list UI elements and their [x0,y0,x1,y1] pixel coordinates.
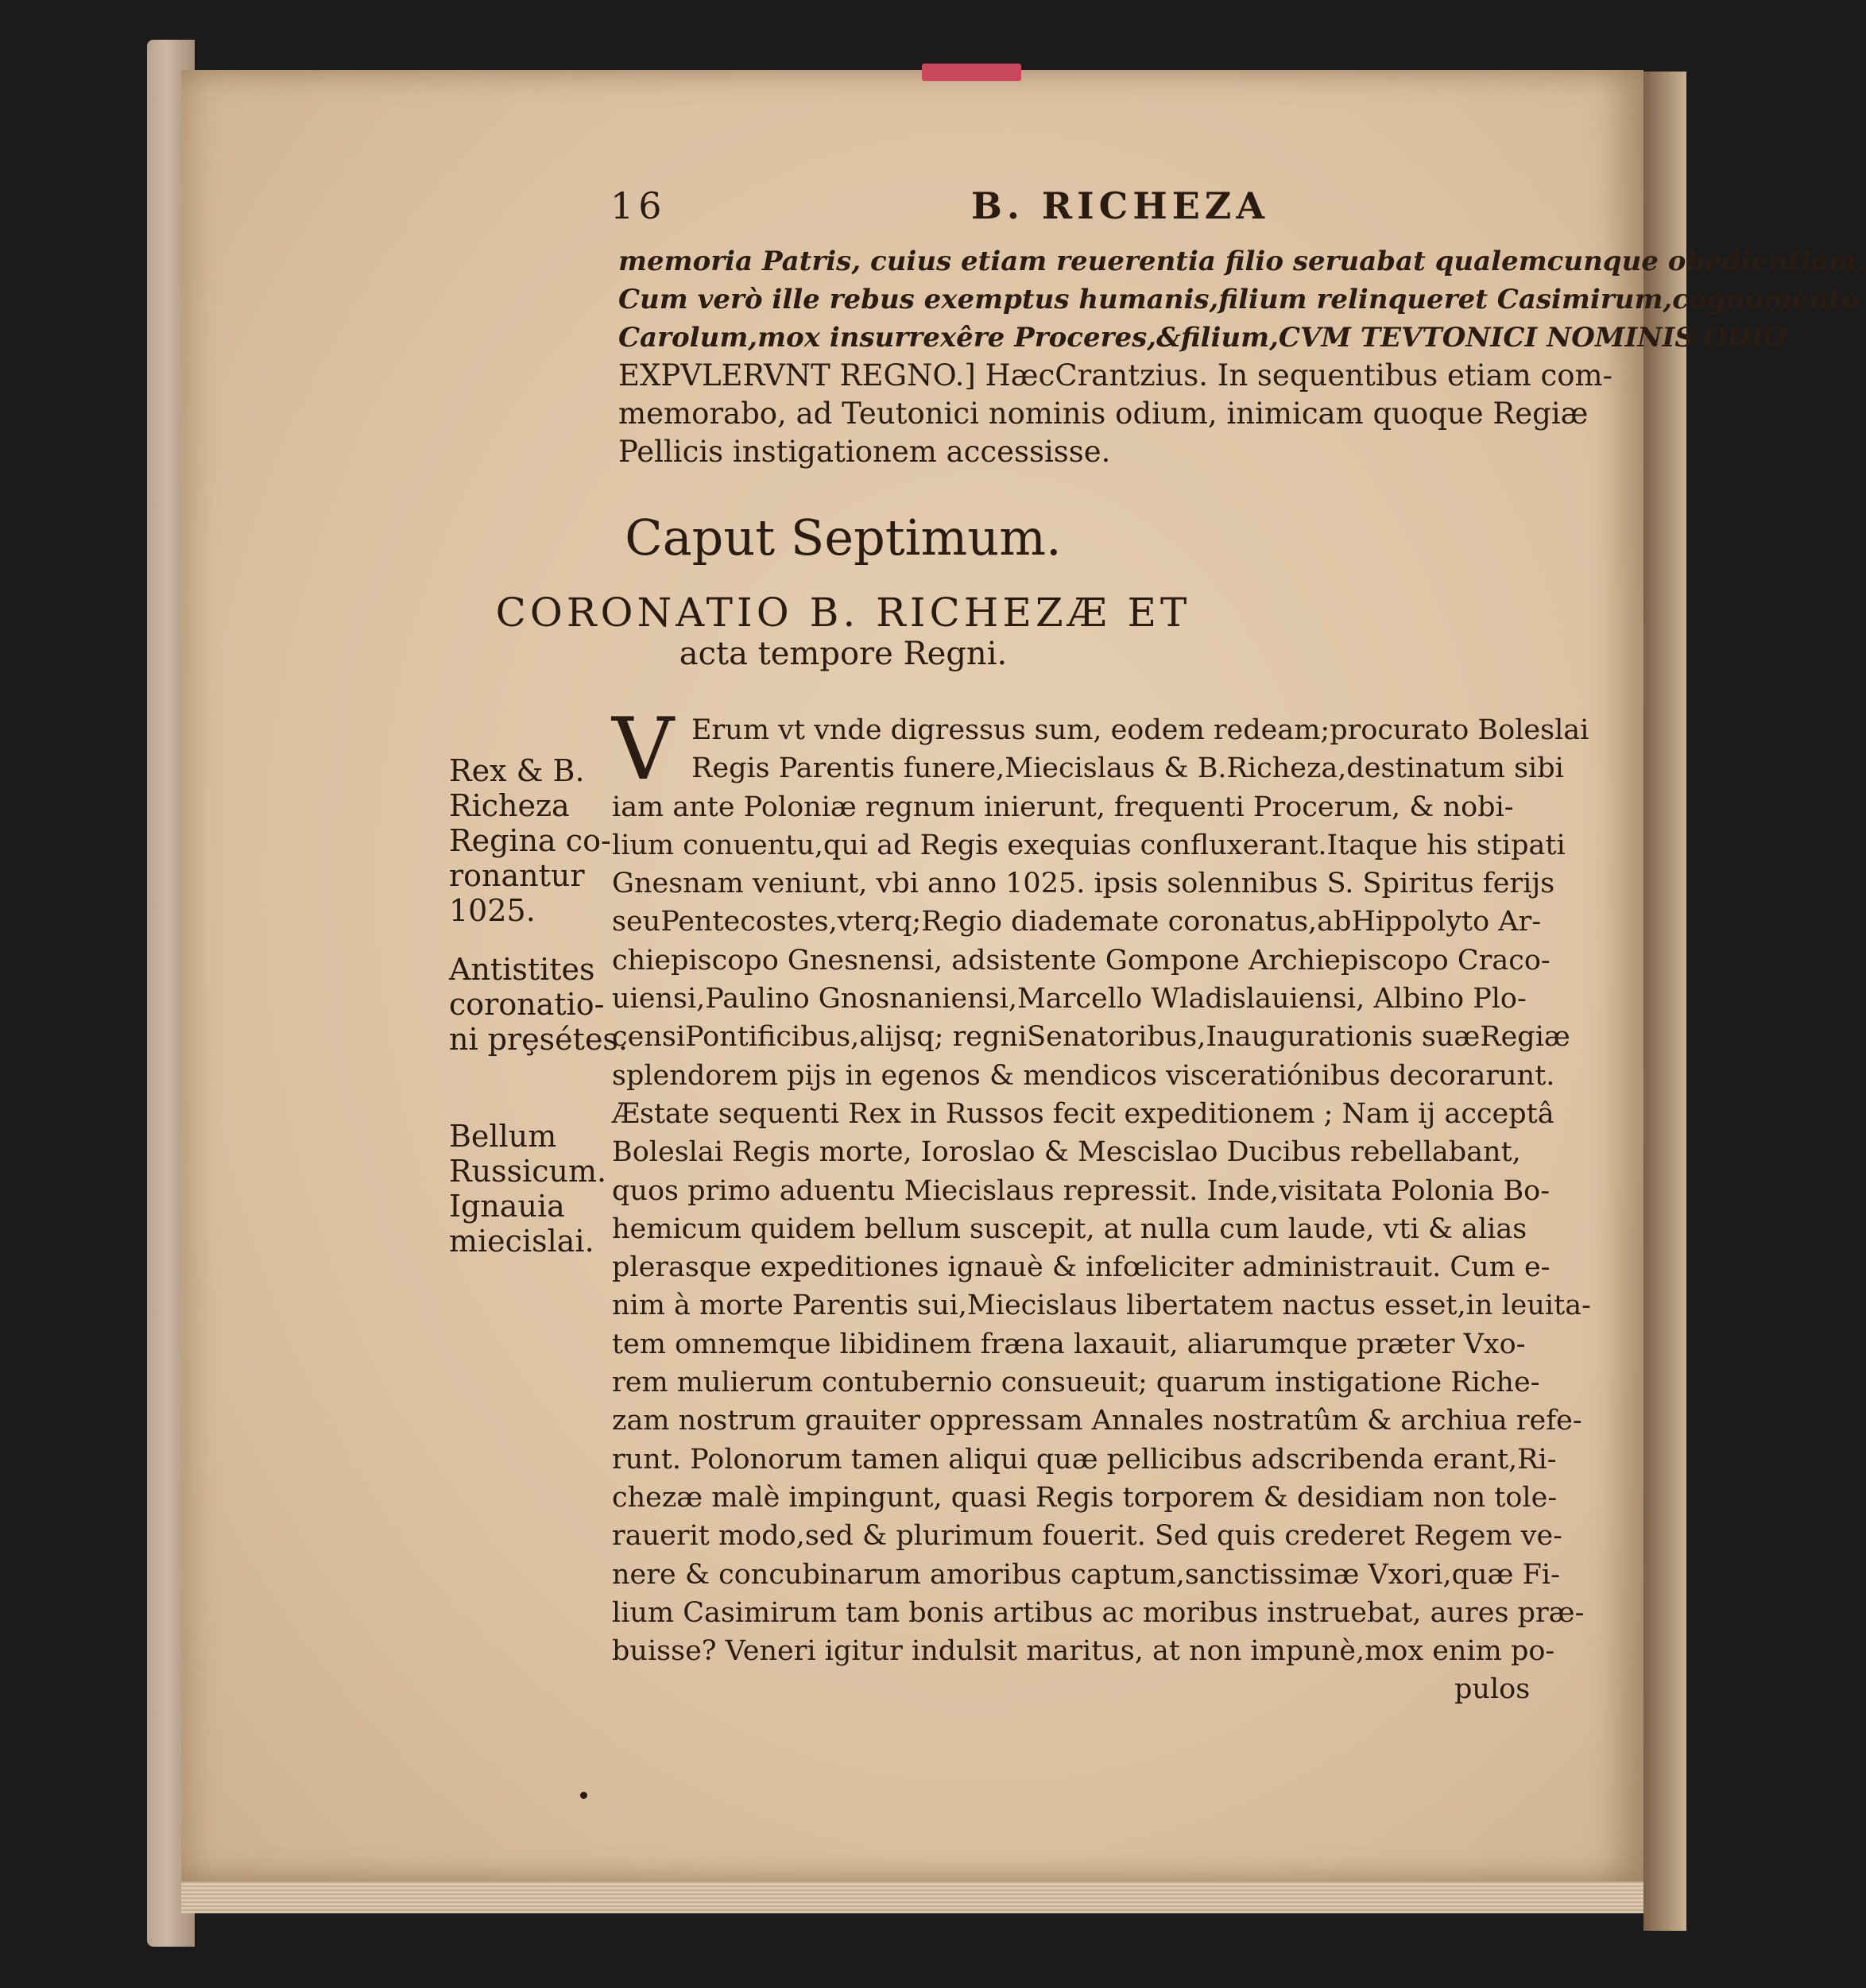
text-line: chiepiscopo Gnesnensi, adsistente Gompone Archiepiscopo Craco- [612,944,1550,977]
text-line: tem omnemque libidinem fræna laxauit, aliarumque præter Vxo- [612,1328,1526,1360]
margin-note-bellum [449,1119,606,1259]
chapter-subtitle: CORONATIO B. RICHEZÆ ET [495,590,1191,636]
text-line: Boleslai Regis morte, Ioroslao & Mescislao Ducibus rebellabant, [612,1136,1521,1169]
text-line: nim à morte Parentis sui,Miecislaus libertatem nactus esset,in leuita- [612,1290,1591,1322]
text-line: rauerit modo,sed & plurimum fouerit. Sed quis crederet Regem ve- [612,1520,1562,1553]
text-line: hemicum quidem bellum suscepit, at nulla cum laude, vti & alias [612,1213,1527,1245]
margin-line: ronantur [449,858,585,893]
text-line: splendorem pijs in egenos & mendicos visceratiónibus decorarunt. [612,1059,1555,1092]
margin-note-coronation [449,753,611,928]
text-line: Erum vt vnde digressus sum, eodem redeam;procurato Boleslai [691,714,1589,746]
margin-line: Antistites [449,952,595,987]
margin-line: Richeza [449,788,570,823]
margin-line: Bellum [449,1119,557,1154]
margin-line: ni prȩsétes. [449,1022,629,1057]
ink-dot [580,1792,587,1799]
margin-line: miecislai. [449,1224,594,1259]
margin-line: coronatio- [449,987,605,1022]
text-line: nere & concubinarum amoribus captum,sanctissimæ Vxori,quæ Fi- [612,1558,1560,1591]
margin-line: Russicum. [449,1154,607,1189]
margin-line: Regina co- [449,823,611,858]
main-text [612,711,1591,1709]
text-line: Cum verò ille rebus exemptus humanis,filium relinqueret Casimirum,cognomento [618,284,1860,315]
bookmark-ribbon [922,64,1021,81]
text-line: lium Casimirum tam bonis artibus ac moribus instruebat, aures præ- [612,1596,1585,1629]
catchword: pulos [1454,1673,1531,1706]
text-line: iam ante Poloniæ regnum inierunt, frequenti Procerum, & nobi- [612,791,1514,823]
drop-cap: V [612,700,674,799]
chapter-subtitle-2: acta tempore Regni. [679,636,1008,672]
text-line: seuPentecostes,vterq;Regio diademate coronatus,abHippolyto Ar- [612,906,1542,938]
text-line: Carolum,mox insurrexêre Proceres,&filium,CVM TEVTONICI NOMINIS ODIO [618,322,1787,354]
text-line: lium conuentu,qui ad Regis exequias confluxerant.Itaque his stipati [612,829,1566,861]
text-line: memorabo, ad Teutonici nominis odium, inimicam quoque Regiæ [618,396,1589,431]
text-line: zam nostrum grauiter oppressam Annales nostratûm & archiua refe- [612,1405,1582,1437]
running-title: B. RICHEZA [971,184,1270,227]
text-line: uiensi,Paulino Gnosnaniensi,Marcello Wladislauiensi, Albino Plo- [612,983,1527,1015]
text-line: memoria Patris, cuius etiam reuerentia filio seruabat qualemcunque obedientiam. [618,246,1866,277]
text-line: Pellicis instigationem accessisse. [618,435,1111,469]
margin-line: Rex & B. [449,753,585,788]
margin-note-antistites [449,952,628,1057]
page-number: 16 [610,184,667,227]
text-line: chezæ malè impingunt, quasi Regis torporem & desidiam non tole- [612,1481,1558,1514]
text-line: runt. Polonorum tamen aliqui quæ pellicibus adscribenda erant,Ri- [612,1443,1557,1476]
text-line: quos primo aduentu Miecislaus repressit. Inde,visitata Polonia Bo- [612,1174,1550,1207]
margin-line: Ignauia [449,1189,565,1224]
page-stack-edge [181,1882,1643,1913]
margin-line: 1025. [449,893,536,928]
text-line: Regis Parentis funere,Miecislaus & B.Richeza,destinatum sibi [691,752,1564,785]
text-line: rem mulierum contubernio consueuit; quarum instigatione Riche- [612,1367,1540,1399]
text-line: plerasque expeditiones ignauè & infœliciter administrauit. Cum e- [612,1251,1550,1284]
text-line: Gnesnam veniunt, vbi anno 1025. ipsis solennibus S. Spiritus ferijs [612,868,1555,900]
text-line: censiPontificibus,alijsq; regniSenatoribus,Inaugurationis suæRegiæ [612,1021,1570,1054]
chapter-title: Caput Septimum. [625,509,1062,567]
text-line: Æstate sequenti Rex in Russos fecit expeditionem ; Nam ij acceptâ [612,1097,1554,1130]
text-line: buisse? Veneri igitur indulsit maritus, at non impunè,mox enim po- [612,1635,1555,1668]
text-line: EXPVLERVNT REGNO.] HæcCrantzius. In sequentibus etiam com- [618,358,1613,393]
top-passage [618,242,1866,471]
